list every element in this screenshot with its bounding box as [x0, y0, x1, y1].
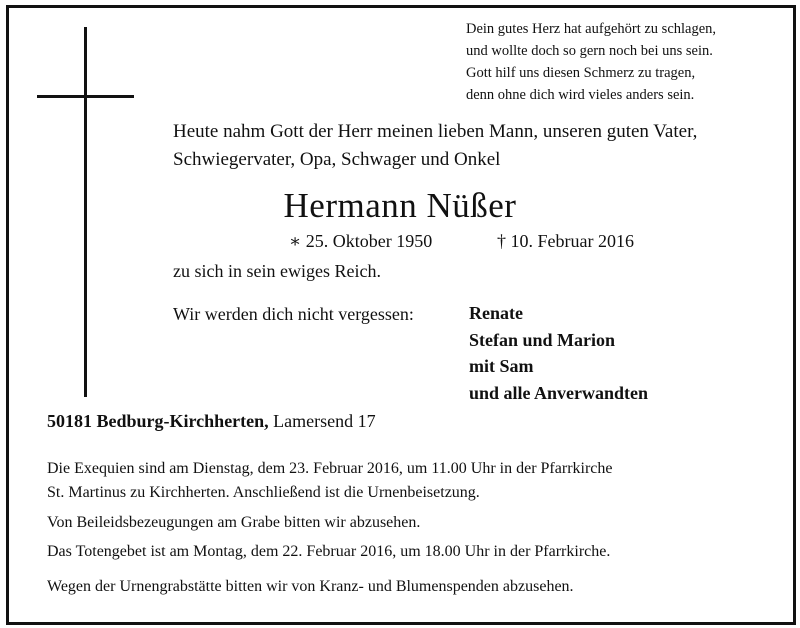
cross-icon-bar: [37, 95, 134, 98]
mourner: Stefan und Marion: [469, 329, 616, 350]
mourners-list: [469, 300, 648, 406]
poem-line: und wollte doch so gern noch bei uns sein.: [466, 43, 713, 59]
info-line: Das Totengebet ist am Montag, dem 22. Februar 2016, um 18.00 Uhr in der Pfarrkirche.: [47, 543, 611, 560]
info-line: Von Beileidsbezeugungen am Grabe bitten wir abzusehen.: [47, 514, 421, 531]
mourner: und alle Anverwandten: [469, 382, 649, 403]
death-date: † 10. Februar 2016: [497, 231, 634, 251]
poem-line: Gott hilf uns diesen Schmerz zu tragen,: [466, 65, 696, 81]
poem-line: denn ohne dich wird vieles anders sein.: [466, 87, 695, 103]
remember-line: Wir werden dich nicht vergessen:: [173, 304, 414, 324]
info-line: St. Martinus zu Kirchherten. Anschließend ist die Urnenbeisetzung.: [47, 484, 480, 501]
info-line: Die Exequien sind am Dienstag, dem 23. Februar 2016, um 11.00 Uhr in der Pfarrkirche: [47, 460, 613, 477]
closing-line: zu sich in sein ewiges Reich.: [173, 261, 381, 281]
poem-line: Dein gutes Herz hat aufgehört zu schlagen,: [466, 21, 717, 37]
address-street: Lamersend 17: [273, 411, 376, 431]
deceased-name: Hermann Nüßer: [283, 186, 517, 225]
address-city: 50181 Bedburg-Kirchherten,: [47, 411, 269, 431]
intro-line: Schwiegervater, Opa, Schwager und Onkel: [173, 149, 501, 170]
mourner: Renate: [469, 303, 523, 323]
info-line: Wegen der Urnengrabstätte bitten wir von Kranz- und Blumenspenden abzusehen.: [47, 578, 574, 595]
address: [47, 411, 376, 432]
poem: [466, 18, 716, 106]
birth-date: ∗ 25. Oktober 1950: [289, 231, 433, 251]
intro-line: Heute nahm Gott der Herr meinen lieben Mann, unseren guten Vater,: [173, 121, 698, 142]
intro-text: [173, 118, 697, 174]
mourner: mit Sam: [469, 356, 534, 376]
